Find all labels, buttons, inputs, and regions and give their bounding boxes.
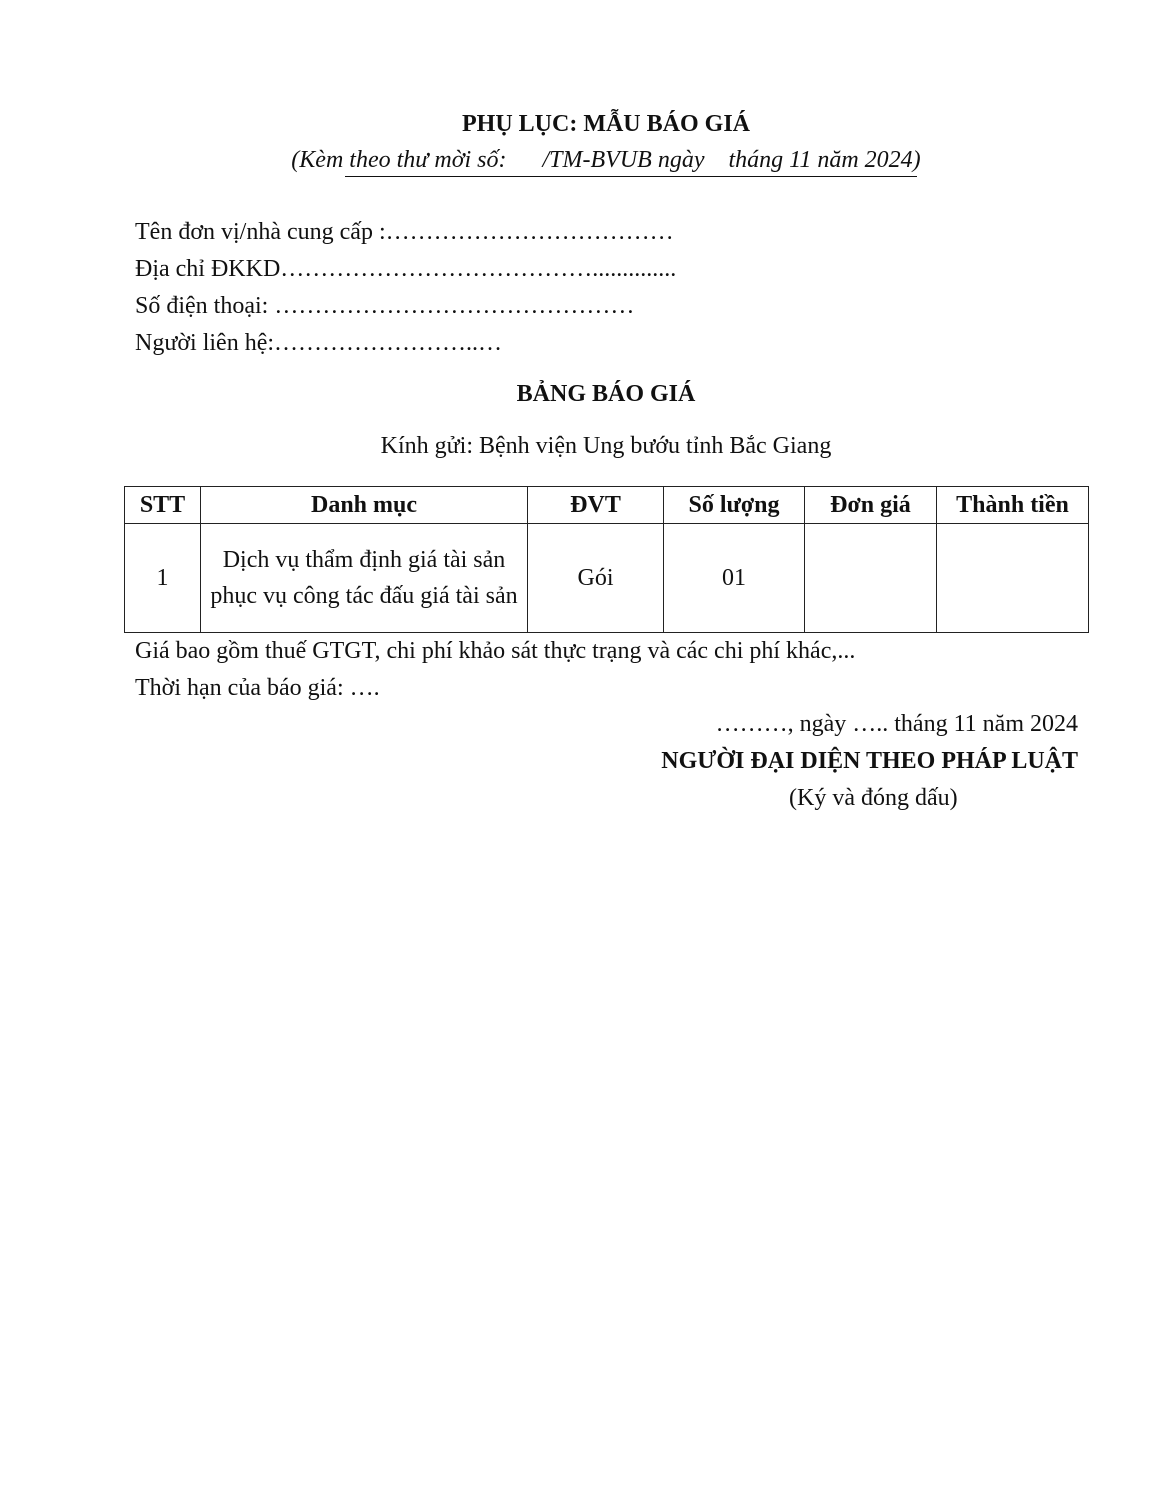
quote-table-title: BẢNG BÁO GIÁ — [516, 381, 696, 407]
column-header-total: Thành tiền — [937, 487, 1089, 524]
price-note: Giá bao gồm thuế GTGT, chi phí khảo sát thực trạng và các chi phí khác,... — [135, 638, 856, 664]
supplier-address-line: Địa chỉ ĐKKD………………………………….............. — [135, 256, 677, 282]
quote-table-header-row — [125, 487, 1089, 524]
subtitle-underline — [345, 176, 917, 177]
supplier-phone-line: Số điện thoại: ……………………………………… — [135, 293, 635, 319]
column-header-quantity: Số lượng — [664, 487, 805, 524]
supplier-name-line: Tên đơn vị/nhà cung cấp :……………………………… — [135, 219, 674, 245]
table-row — [125, 524, 1089, 633]
signature-title: NGƯỜI ĐẠI DIỆN THEO PHÁP LUẬT — [661, 748, 1078, 774]
validity-note: Thời hạn của báo giá: …. — [135, 675, 380, 701]
column-header-stt: STT — [125, 487, 201, 524]
cell-unit: Gói — [528, 524, 664, 633]
supplier-contact-line: Người liên hệ:……………………..… — [135, 330, 503, 356]
document-subtitle: (Kèm theo thư mời số: /TM-BVUB ngày tháng 11 năm 2024) — [291, 147, 921, 173]
signature-note: (Ký và đóng dấu) — [789, 785, 958, 811]
column-header-unit: ĐVT — [528, 487, 664, 524]
cell-item: Dịch vụ thẩm định giá tài sản phục vụ công tác đấu giá tài sản — [201, 524, 528, 633]
quote-table — [124, 486, 1089, 633]
column-header-item: Danh mục — [201, 487, 528, 524]
cell-quantity: 01 — [664, 524, 805, 633]
quote-recipient: Kính gửi: Bệnh viện Ung bướu tỉnh Bắc Giang — [380, 433, 832, 459]
cell-total — [937, 524, 1089, 633]
cell-unit-price — [805, 524, 937, 633]
document-title: PHỤ LỤC: MẪU BÁO GIÁ — [462, 111, 750, 137]
signature-date-line: ………, ngày ….. tháng 11 năm 2024 — [715, 711, 1078, 737]
column-header-unit-price: Đơn giá — [805, 487, 937, 524]
cell-stt: 1 — [125, 524, 201, 633]
